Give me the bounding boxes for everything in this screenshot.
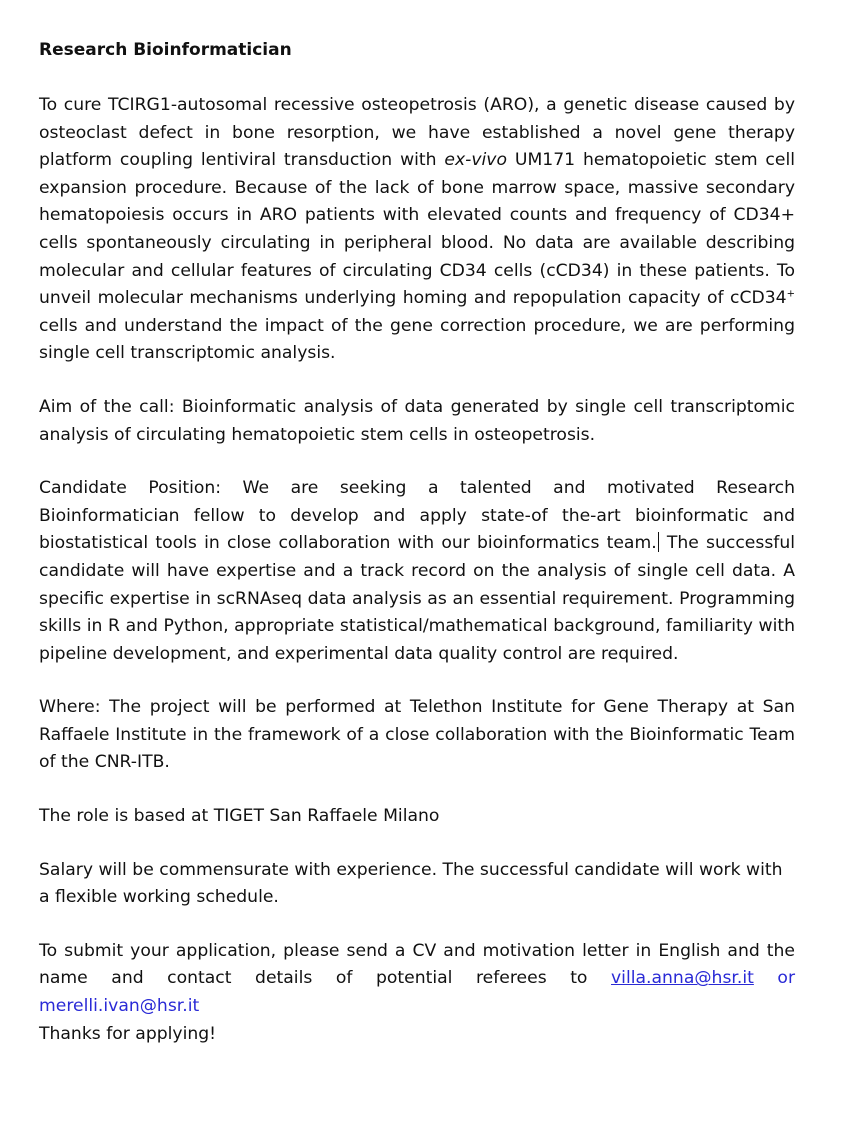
- candidate-text-2: The successful candidate will have expertise and a track record on the analysis of single cell data. A specific expertise in scRNAseq data analysis as an essential requirement. Programming skills in R and Python, appropriate statistical/mathematical background, familiarity with pipeline development, and experimental data quality control are required.: [39, 533, 796, 664]
- salary-paragraph: Salary will be commensurate with experience. The successful candidate will work with a flexible working schedule.: [39, 859, 783, 908]
- role-paragraph: The role is based at TIGET San Raffaele Milano: [39, 806, 440, 827]
- intro-paragraph: [39, 92, 795, 368]
- document-page: [39, 38, 795, 1048]
- candidate-paragraph: [39, 475, 795, 668]
- where-paragraph: Where: The project will be performed at Telethon Institute for Gene Therapy at San Raffaele Institute in the framework of a close collaboration with the Bioinformatic Team of the CNR-ITB.: [39, 697, 795, 773]
- email-link-merelli[interactable]: merelli.ivan@hsr.it: [39, 996, 200, 1017]
- aim-paragraph: Aim of the call: Bioinformatic analysis of data generated by single cell transcriptomic analysis of circulating hematopoietic stem cells in osteopetrosis.: [39, 396, 795, 445]
- submit-or: or: [753, 968, 796, 989]
- intro-superscript: +: [786, 288, 795, 300]
- submit-paragraph: [39, 938, 795, 1021]
- thanks-line: Thanks for applying!: [39, 1023, 217, 1044]
- intro-text-3: cells and understand the impact of the gene correction procedure, we are performing single cell transcriptomic analysis.: [39, 315, 795, 364]
- document-title: Research Bioinformatician: [39, 40, 292, 60]
- submit-text: To submit your application, please send a CV and motivation letter in English and the name and contact details of potential referees to: [39, 940, 795, 989]
- candidate-text-1: Candidate Position: We are seeking a talented and motivated Research Bioinformatician fellow to develop and apply state-of the-art bioinformatic and biostatistical tools in close collaboration with our bioinformatics team.: [39, 478, 795, 554]
- email-link-villa[interactable]: villa.anna@hsr.it: [611, 968, 754, 989]
- intro-text-1: To cure TCIRG1-autosomal recessive osteopetrosis (ARO), a genetic disease caused by osteoclast defect in bone resorption, we have established a novel gene therapy platform coupling lentiviral transduction with: [39, 95, 795, 171]
- text-cursor: [658, 532, 659, 552]
- intro-text-2: UM171 hematopoietic stem cell expansion procedure. Because of the lack of bone marrow space, massive secondary hematopoiesis occurs in ARO patients with elevated counts and frequency of CD34+ cells spontaneously circulating in peripheral blood. No data are available describing molecular and cellular features of circulating CD34 cells (cCD34) in these patients. To unveil molecular mechanisms underlying homing and repopulation capacity of cCD34: [39, 150, 796, 309]
- intro-italic: ex-vivo: [444, 150, 507, 171]
